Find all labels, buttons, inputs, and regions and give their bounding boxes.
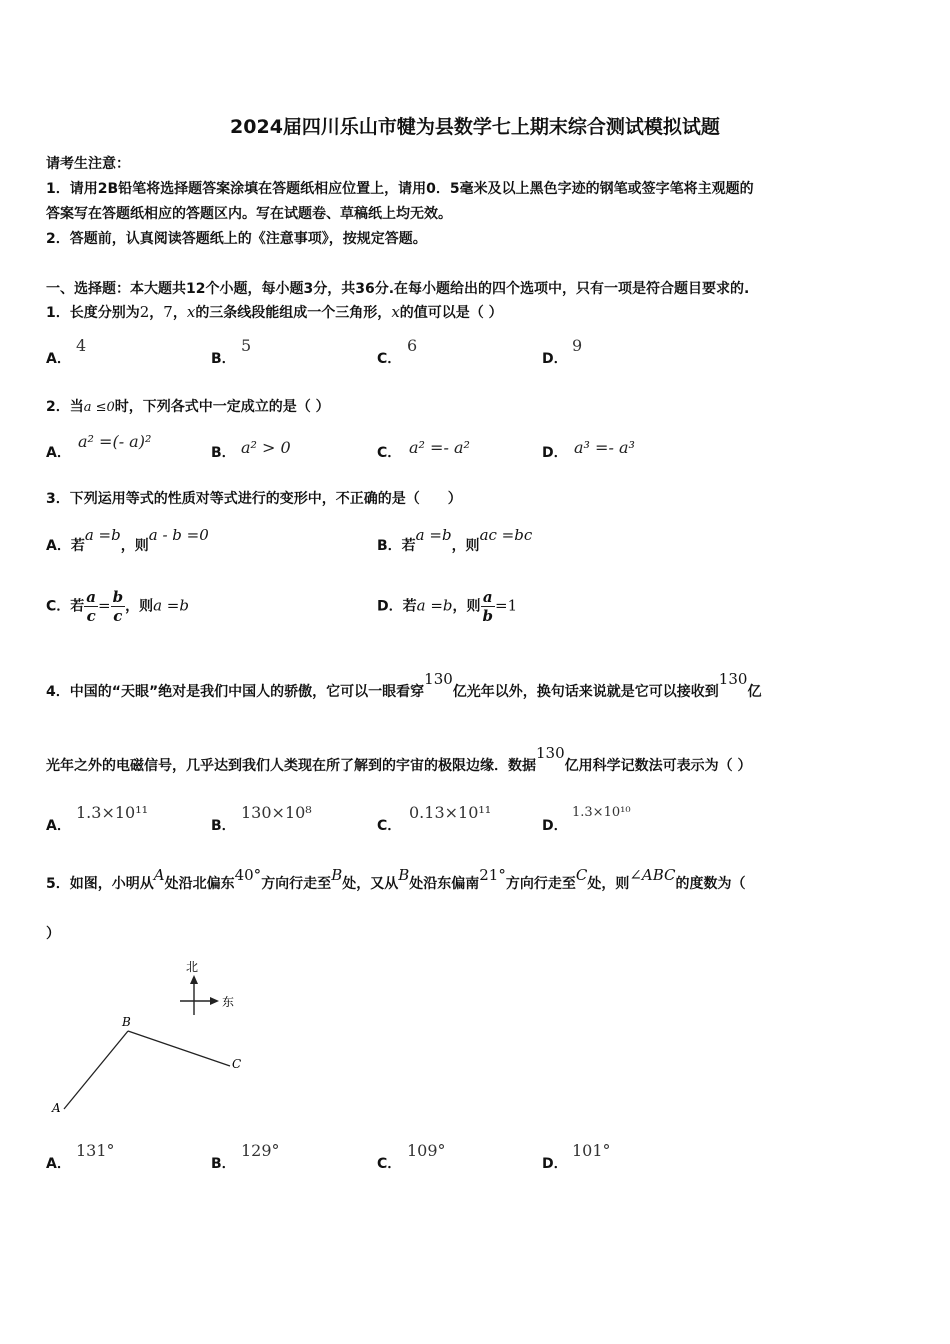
question-5-stem-line-1 — [46, 866, 746, 893]
q4-option-a-label: A． — [46, 818, 71, 834]
q3-option-c — [46, 588, 189, 625]
q3-a-expr-1: a =b — [84, 526, 121, 544]
q1-text-2: 的三条线段能组成一个三角形， — [195, 305, 392, 321]
question-2-stem — [46, 396, 330, 416]
q3-b-ze: ，则 — [451, 538, 480, 554]
question-3-stem: 3．下列运用等式的性质对等式进行的变形中，不正确的是（ ） — [46, 491, 462, 507]
page-title: 2024届四川乐山市犍为县数学七上期末综合测试模拟试题 — [230, 116, 720, 138]
figure-point-b: B — [122, 1015, 131, 1029]
q5-point-c: C — [575, 866, 588, 884]
q5-option-b: 129° — [241, 1141, 280, 1160]
q5-text-3: 方向行走至 — [261, 876, 332, 892]
figure-point-a: A — [52, 1101, 61, 1115]
question-4-stem-line-2 — [46, 744, 752, 775]
q2-option-c: a² =- a² — [409, 438, 470, 457]
q3-d-fraction: $\frac{a}{b}$ — [482, 588, 494, 625]
q1-var-x: x — [186, 303, 196, 321]
q1-option-c-label: C． — [377, 351, 402, 367]
q3-b-expr-2: ac =bc — [479, 526, 533, 544]
q3-d-ze: ，则 — [452, 598, 481, 615]
q4-option-b: 130×10⁸ — [241, 803, 312, 822]
q4-number-2: 130 — [718, 670, 748, 688]
q3-a-label: A． — [46, 538, 71, 554]
q1-option-b-label: B． — [211, 351, 236, 367]
q2-text-1: 2．当 — [46, 399, 84, 415]
q3-c-ze: ，则 — [125, 598, 154, 615]
q3-a-expr-2: a - b =0 — [148, 526, 209, 544]
q4-option-a: 1.3×10¹¹ — [76, 803, 149, 822]
figure-north-label: 北 — [186, 960, 199, 974]
q3-a-ze: ，则 — [120, 538, 149, 554]
q4-option-c-label: C． — [377, 818, 402, 834]
section-heading: 一、选择题：本大题共12个小题，每小题3分，共36分.在每小题给出的四个选项中，只有一项是符合题目要求的. — [46, 281, 750, 297]
q5-text-6: 方向行走至 — [505, 876, 576, 892]
q3-c-ruo: 若 — [70, 598, 85, 615]
q5-point-b: B — [331, 866, 343, 884]
q4-text-4: 光年之外的电磁信号，几乎达到我们人类现在所了解到的宇宙的极限边缘．数据 — [46, 758, 536, 774]
q5-option-d-label: D． — [542, 1156, 568, 1172]
q5-text-1: 5．如图，小明从 — [46, 876, 154, 892]
q5-text-4: 处，又从 — [342, 876, 399, 892]
q2-option-d-label: D． — [542, 445, 568, 461]
q3-d-label: D． — [377, 598, 403, 615]
notice-line-1: 1．请用2B铅笔将选择题答案涂填在答题纸相应位置上，请用0．5毫米及以上黑色字迹的钢笔或签字笔将主观题的 — [46, 181, 754, 197]
q3-b-expr-1: a =b — [415, 526, 452, 544]
q5-angle-2: 21° — [479, 866, 506, 884]
q3-d-expr-1: a =b — [416, 596, 453, 615]
q3-c-fraction-right: $\frac{b}{c}$ — [112, 588, 124, 625]
segment-ab — [64, 1031, 128, 1109]
q1-comma-2: ， — [172, 305, 187, 321]
q5-text-2: 处沿北偏东 — [164, 876, 235, 892]
figure-east-label: 东 — [222, 995, 235, 1009]
q1-comma-1: ， — [149, 305, 164, 321]
q1-option-a: 4 — [76, 336, 87, 355]
q3-d-ruo: 若 — [402, 598, 417, 615]
q3-c-expr: a =b — [153, 596, 189, 615]
q5-option-c: 109° — [407, 1141, 446, 1160]
segment-bc — [128, 1031, 230, 1066]
q4-option-c: 0.13×10¹¹ — [409, 803, 492, 822]
q1-option-b: 5 — [241, 336, 252, 355]
q1-text-1: 1．长度分别为 — [46, 305, 140, 321]
q2-option-a-label: A． — [46, 445, 71, 461]
q5-option-c-label: C． — [377, 1156, 402, 1172]
q2-option-b: a² > 0 — [241, 438, 291, 457]
q4-option-d: 1.3×10¹⁰ — [572, 805, 631, 820]
q2-option-c-label: C． — [377, 445, 402, 461]
question-1-stem — [46, 302, 503, 322]
north-arrow-icon — [190, 975, 198, 984]
q1-length-a: 2 — [139, 303, 150, 321]
q3-option-a — [46, 526, 209, 555]
question-5-stem-line-2: ） — [46, 926, 60, 942]
q4-option-b-label: B． — [211, 818, 236, 834]
q5-point-b-2: B — [398, 866, 410, 884]
question-4-stem-line-1 — [46, 670, 762, 701]
q5-text-8: 的度数为（ — [675, 876, 746, 892]
east-arrow-icon — [210, 997, 219, 1005]
q3-option-d — [377, 588, 517, 625]
q2-option-b-label: B． — [211, 445, 236, 461]
q1-option-d: 9 — [572, 336, 583, 355]
q3-c-label: C． — [46, 598, 71, 615]
q5-text-7: 处，则 — [587, 876, 630, 892]
q1-option-d-label: D． — [542, 351, 568, 367]
q5-option-a: 131° — [76, 1141, 115, 1160]
q4-number-3: 130 — [536, 744, 565, 762]
q5-point-a: A — [153, 866, 165, 884]
notice-line-2: 答案写在答题纸相应的答题区内。写在试题卷、草稿纸上均无效。 — [46, 206, 452, 222]
q3-d-equals-one: =1 — [495, 596, 518, 615]
q2-text-2: 时，下列各式中一定成立的是（ ） — [114, 399, 330, 415]
q4-text-3: 亿 — [747, 684, 762, 700]
q5-option-a-label: A． — [46, 1156, 71, 1172]
notice-heading: 请考生注意： — [46, 156, 130, 172]
q5-angle-abc: ∠ABC — [629, 866, 676, 884]
q4-text-5: 亿用科学记数法可表示为（ ） — [564, 758, 752, 774]
q5-option-b-label: B． — [211, 1156, 236, 1172]
notice-line-3: 2．答题前，认真阅读答题纸上的《注意事项》，按规定答题。 — [46, 231, 427, 247]
q3-b-ruo: 若 — [401, 538, 416, 554]
q5-text-5: 处沿东偏南 — [409, 876, 480, 892]
q4-text-2: 亿光年以外，换句话来说就是它可以接收到 — [452, 684, 719, 700]
q5-angle-1: 40° — [234, 866, 262, 884]
q3-c-fraction-left: $\frac{a}{c}$ — [86, 588, 97, 625]
q5-direction-figure — [46, 955, 256, 1120]
q1-option-a-label: A． — [46, 351, 71, 367]
q1-option-c: 6 — [407, 336, 418, 355]
q1-var-x-2: x — [391, 303, 400, 321]
q4-number-1: 130 — [424, 670, 453, 688]
figure-point-c: C — [232, 1057, 242, 1071]
q5-option-d: 101° — [572, 1141, 611, 1160]
q2-option-a: a² =(- a)² — [78, 432, 152, 451]
q4-text-1: 4．中国的“天眼”绝对是我们中国人的骄傲，它可以一眼看穿 — [46, 684, 425, 700]
q1-length-b: 7 — [163, 303, 173, 321]
q3-a-ruo: 若 — [70, 538, 85, 554]
q2-option-d: a³ =- a³ — [574, 438, 635, 457]
q2-condition: a ≤0 — [83, 400, 115, 415]
q1-text-3: 的值可以是（ ） — [399, 305, 503, 321]
q4-option-d-label: D． — [542, 818, 568, 834]
q3-c-equals: = — [98, 596, 111, 615]
q3-b-label: B． — [377, 538, 402, 554]
q3-option-b — [377, 526, 533, 555]
